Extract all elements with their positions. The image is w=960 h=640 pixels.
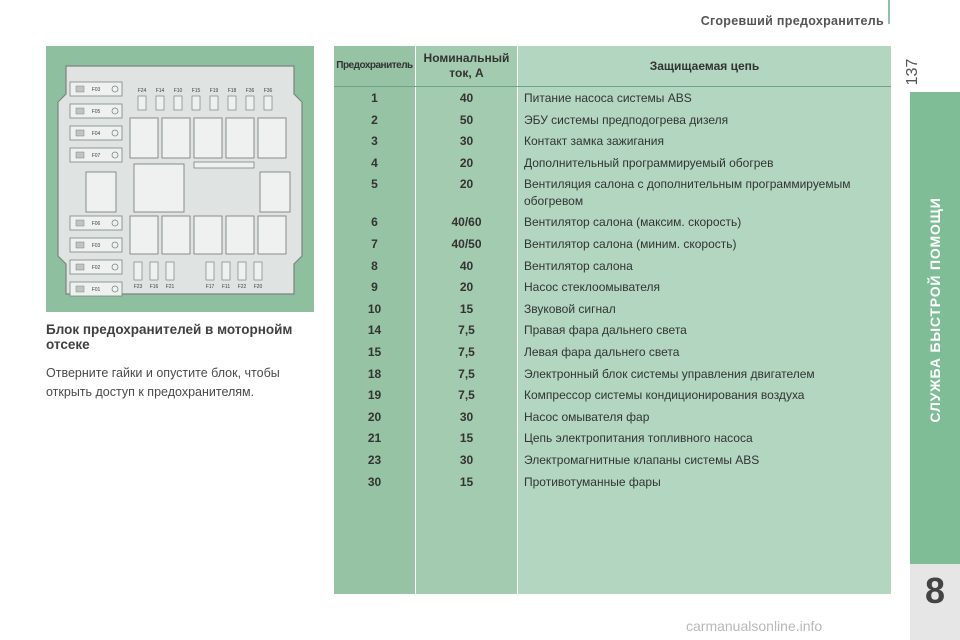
watermark: carmanualsonline.info bbox=[686, 618, 823, 634]
fuse-tab bbox=[76, 86, 84, 92]
table-row bbox=[334, 236, 891, 253]
fuse-circuit: Питание насоса системы ABS bbox=[524, 91, 692, 105]
fuse-tab bbox=[76, 264, 84, 270]
fuse-tab bbox=[76, 286, 84, 292]
fuse-box-illustration bbox=[46, 46, 314, 312]
fuse-rating: 7,5 bbox=[458, 388, 475, 403]
fuse-number: 5 bbox=[371, 177, 378, 192]
section-title: Блок предохранителей в моторнойм отсеке bbox=[46, 322, 293, 352]
fuse-circuit: Противотуманные фары bbox=[524, 474, 661, 489]
fuse-label: F20 bbox=[253, 284, 263, 290]
fuse-rating: 20 bbox=[459, 280, 474, 295]
fuse-label: F23 bbox=[133, 284, 143, 290]
fuse-rating: 7,5 bbox=[458, 344, 475, 359]
fuse-tab bbox=[76, 152, 84, 158]
table-row bbox=[334, 387, 891, 404]
chapter-title: СЛУЖБА БЫСТРОЙ ПОМОЩИ bbox=[927, 197, 943, 423]
table-row bbox=[334, 90, 891, 107]
fuse-box-diagram bbox=[46, 46, 314, 312]
fuse-rating: 15 bbox=[459, 474, 474, 489]
relay bbox=[86, 172, 116, 212]
relay bbox=[134, 164, 184, 212]
header-circuit: Защищаемая цепь bbox=[649, 59, 760, 73]
fuse-label: F14 bbox=[155, 88, 165, 94]
fuse-label: F04 bbox=[91, 131, 101, 137]
mini-fuse bbox=[156, 96, 164, 110]
table-row bbox=[334, 301, 891, 318]
fuse-circuit: Вентилятор салона (миним. скорость) bbox=[524, 236, 737, 251]
fuse-tab bbox=[76, 130, 84, 136]
relay bbox=[260, 172, 290, 212]
relay bbox=[130, 216, 158, 254]
fuse-label: F21 bbox=[165, 284, 175, 290]
table-row bbox=[334, 452, 891, 469]
fuse-label: F05 bbox=[91, 109, 101, 115]
relay bbox=[226, 216, 254, 254]
fuse-rating: 40/60 bbox=[451, 215, 482, 230]
header-fuse: Предохранитель bbox=[336, 60, 413, 71]
fuse-number: 21 bbox=[367, 431, 382, 446]
table-row bbox=[334, 155, 891, 172]
header-rating: Номинальный ток, А bbox=[423, 51, 510, 80]
fuse-circuit: Дополнительный программируемый обогрев bbox=[524, 155, 774, 170]
relay bbox=[194, 118, 222, 158]
mini-fuse bbox=[134, 262, 142, 280]
section-body: Отверните гайки и опустите блок, чтобы открыть доступ к предохранителям. bbox=[46, 366, 280, 399]
fuse-label: F01 bbox=[91, 287, 101, 293]
fuse-number: 30 bbox=[367, 474, 382, 489]
mini-fuse bbox=[238, 262, 246, 280]
relay bbox=[130, 118, 158, 158]
fuse-rating: 20 bbox=[459, 177, 474, 192]
table-row bbox=[334, 279, 891, 296]
relay bbox=[162, 216, 190, 254]
fuse-label: F10 bbox=[173, 88, 183, 94]
fuse-circuit: Электромагнитные клапаны системы ABS bbox=[524, 452, 760, 467]
table-row bbox=[334, 409, 891, 426]
fuse-label: F11 bbox=[221, 284, 231, 290]
fuse-rating: 40/50 bbox=[451, 236, 482, 251]
table-row bbox=[334, 133, 891, 150]
bus-bar bbox=[194, 162, 254, 168]
mini-fuse bbox=[166, 262, 174, 280]
fuse-circuit: Правая фара дальнего света bbox=[524, 323, 687, 338]
mini-fuse bbox=[174, 96, 182, 110]
relay bbox=[194, 216, 222, 254]
header-rule bbox=[888, 0, 890, 24]
fuse-label: F03 bbox=[91, 87, 101, 93]
fuse-label: F36 bbox=[263, 88, 273, 94]
fuse-rating: 15 bbox=[459, 301, 474, 316]
mini-fuse bbox=[246, 96, 254, 110]
fuse-label: F19 bbox=[209, 88, 219, 94]
fuse-circuit: Цепь электропитания топливного насоса bbox=[524, 431, 753, 446]
fuse-label: F06 bbox=[91, 221, 101, 227]
fuse-number: 20 bbox=[367, 409, 382, 424]
fuse-number: 1 bbox=[371, 91, 378, 105]
mini-fuse bbox=[206, 262, 214, 280]
fuse-rating: 7,5 bbox=[458, 366, 475, 381]
fuse-label: F22 bbox=[237, 284, 247, 290]
fuse-circuit: Вентилятор салона bbox=[524, 258, 633, 273]
fuse-tab bbox=[76, 108, 84, 114]
mini-fuse bbox=[210, 96, 218, 110]
fuse-circuit: Вентилятор салона (максим. скорость) bbox=[524, 215, 742, 230]
relay bbox=[162, 118, 190, 158]
mini-fuse bbox=[192, 96, 200, 110]
table-row bbox=[334, 214, 891, 231]
fuse-number: 8 bbox=[371, 258, 378, 273]
fuse-rating: 50 bbox=[459, 112, 474, 127]
fuse-label: F03 bbox=[91, 243, 101, 249]
fuse-circuit: Электронный блок системы управления двигателем bbox=[524, 366, 815, 381]
table-row bbox=[334, 344, 891, 361]
relay bbox=[258, 216, 286, 254]
mini-fuse bbox=[254, 262, 262, 280]
page-header-title: Сгоревший предохранитель bbox=[700, 14, 884, 28]
fuse-circuit: Левая фара дальнего света bbox=[524, 344, 680, 359]
fuse-rating: 20 bbox=[459, 155, 474, 170]
fuse-tab bbox=[76, 220, 84, 226]
mini-fuse bbox=[138, 96, 146, 110]
table-row bbox=[334, 176, 891, 210]
table-row bbox=[334, 430, 891, 447]
fuse-rating: 7,5 bbox=[458, 323, 475, 338]
fuse-circuit: Насос омывателя фар bbox=[524, 409, 650, 424]
fuse-label: F24 bbox=[137, 88, 147, 94]
fuse-number: 9 bbox=[371, 280, 378, 295]
table-row bbox=[334, 474, 891, 491]
table-body bbox=[334, 90, 891, 495]
fuse-circuit: ЭБУ системы предподогрева дизеля bbox=[524, 112, 729, 127]
fuse-circuit: Звуковой сигнал bbox=[524, 301, 616, 316]
fuse-rating: 30 bbox=[459, 409, 474, 424]
fuse-label: F15 bbox=[191, 88, 201, 94]
mini-fuse bbox=[264, 96, 272, 110]
relay bbox=[226, 118, 254, 158]
mini-fuse bbox=[228, 96, 236, 110]
fuse-circuit: Компрессор системы кондиционирования воздуха bbox=[524, 388, 805, 403]
fuse-tab bbox=[76, 242, 84, 248]
fuse-circuit: Насос стеклоомывателя bbox=[524, 280, 661, 295]
fuse-number: 2 bbox=[371, 112, 378, 127]
fuse-label: F16 bbox=[149, 284, 159, 290]
fuse-rating: 30 bbox=[459, 452, 474, 467]
fuse-label: F17 bbox=[205, 284, 215, 290]
fuse-number: 23 bbox=[367, 452, 382, 467]
fuse-number: 6 bbox=[371, 215, 378, 230]
fuse-rating: 40 bbox=[459, 91, 474, 105]
fuse-rating: 15 bbox=[459, 431, 474, 446]
table-row bbox=[334, 258, 891, 275]
fuse-circuit: Контакт замка зажигания bbox=[524, 134, 665, 149]
fuse-rating: 40 bbox=[459, 258, 474, 273]
table-row bbox=[334, 322, 891, 339]
relay bbox=[258, 118, 286, 158]
fuse-number: 4 bbox=[371, 155, 378, 170]
fuse-circuit: Вентиляция салона с дополнительным программируемым обогревом bbox=[524, 177, 851, 209]
fuse-label: F07 bbox=[91, 153, 101, 159]
fuse-number: 10 bbox=[367, 301, 382, 316]
mini-fuse bbox=[222, 262, 230, 280]
fuse-label: F02 bbox=[91, 265, 101, 271]
fuse-label: F18 bbox=[227, 88, 237, 94]
fuse-number: 14 bbox=[367, 323, 382, 338]
mini-fuse bbox=[150, 262, 158, 280]
fuse-number: 15 bbox=[367, 344, 382, 359]
fuse-label: F36 bbox=[245, 88, 255, 94]
fuse-number: 18 bbox=[367, 366, 382, 381]
table-row bbox=[334, 366, 891, 383]
chapter-number: 8 bbox=[924, 570, 946, 611]
fuse-rating: 30 bbox=[459, 134, 474, 149]
fuse-number: 7 bbox=[371, 236, 378, 251]
fuse-number: 19 bbox=[367, 388, 382, 403]
table-header bbox=[334, 46, 891, 87]
fuse-number: 3 bbox=[371, 134, 378, 149]
chapter-sidebar bbox=[910, 92, 960, 640]
page-number: 137 bbox=[904, 58, 921, 86]
table-row bbox=[334, 112, 891, 129]
fuse-table bbox=[334, 46, 891, 594]
